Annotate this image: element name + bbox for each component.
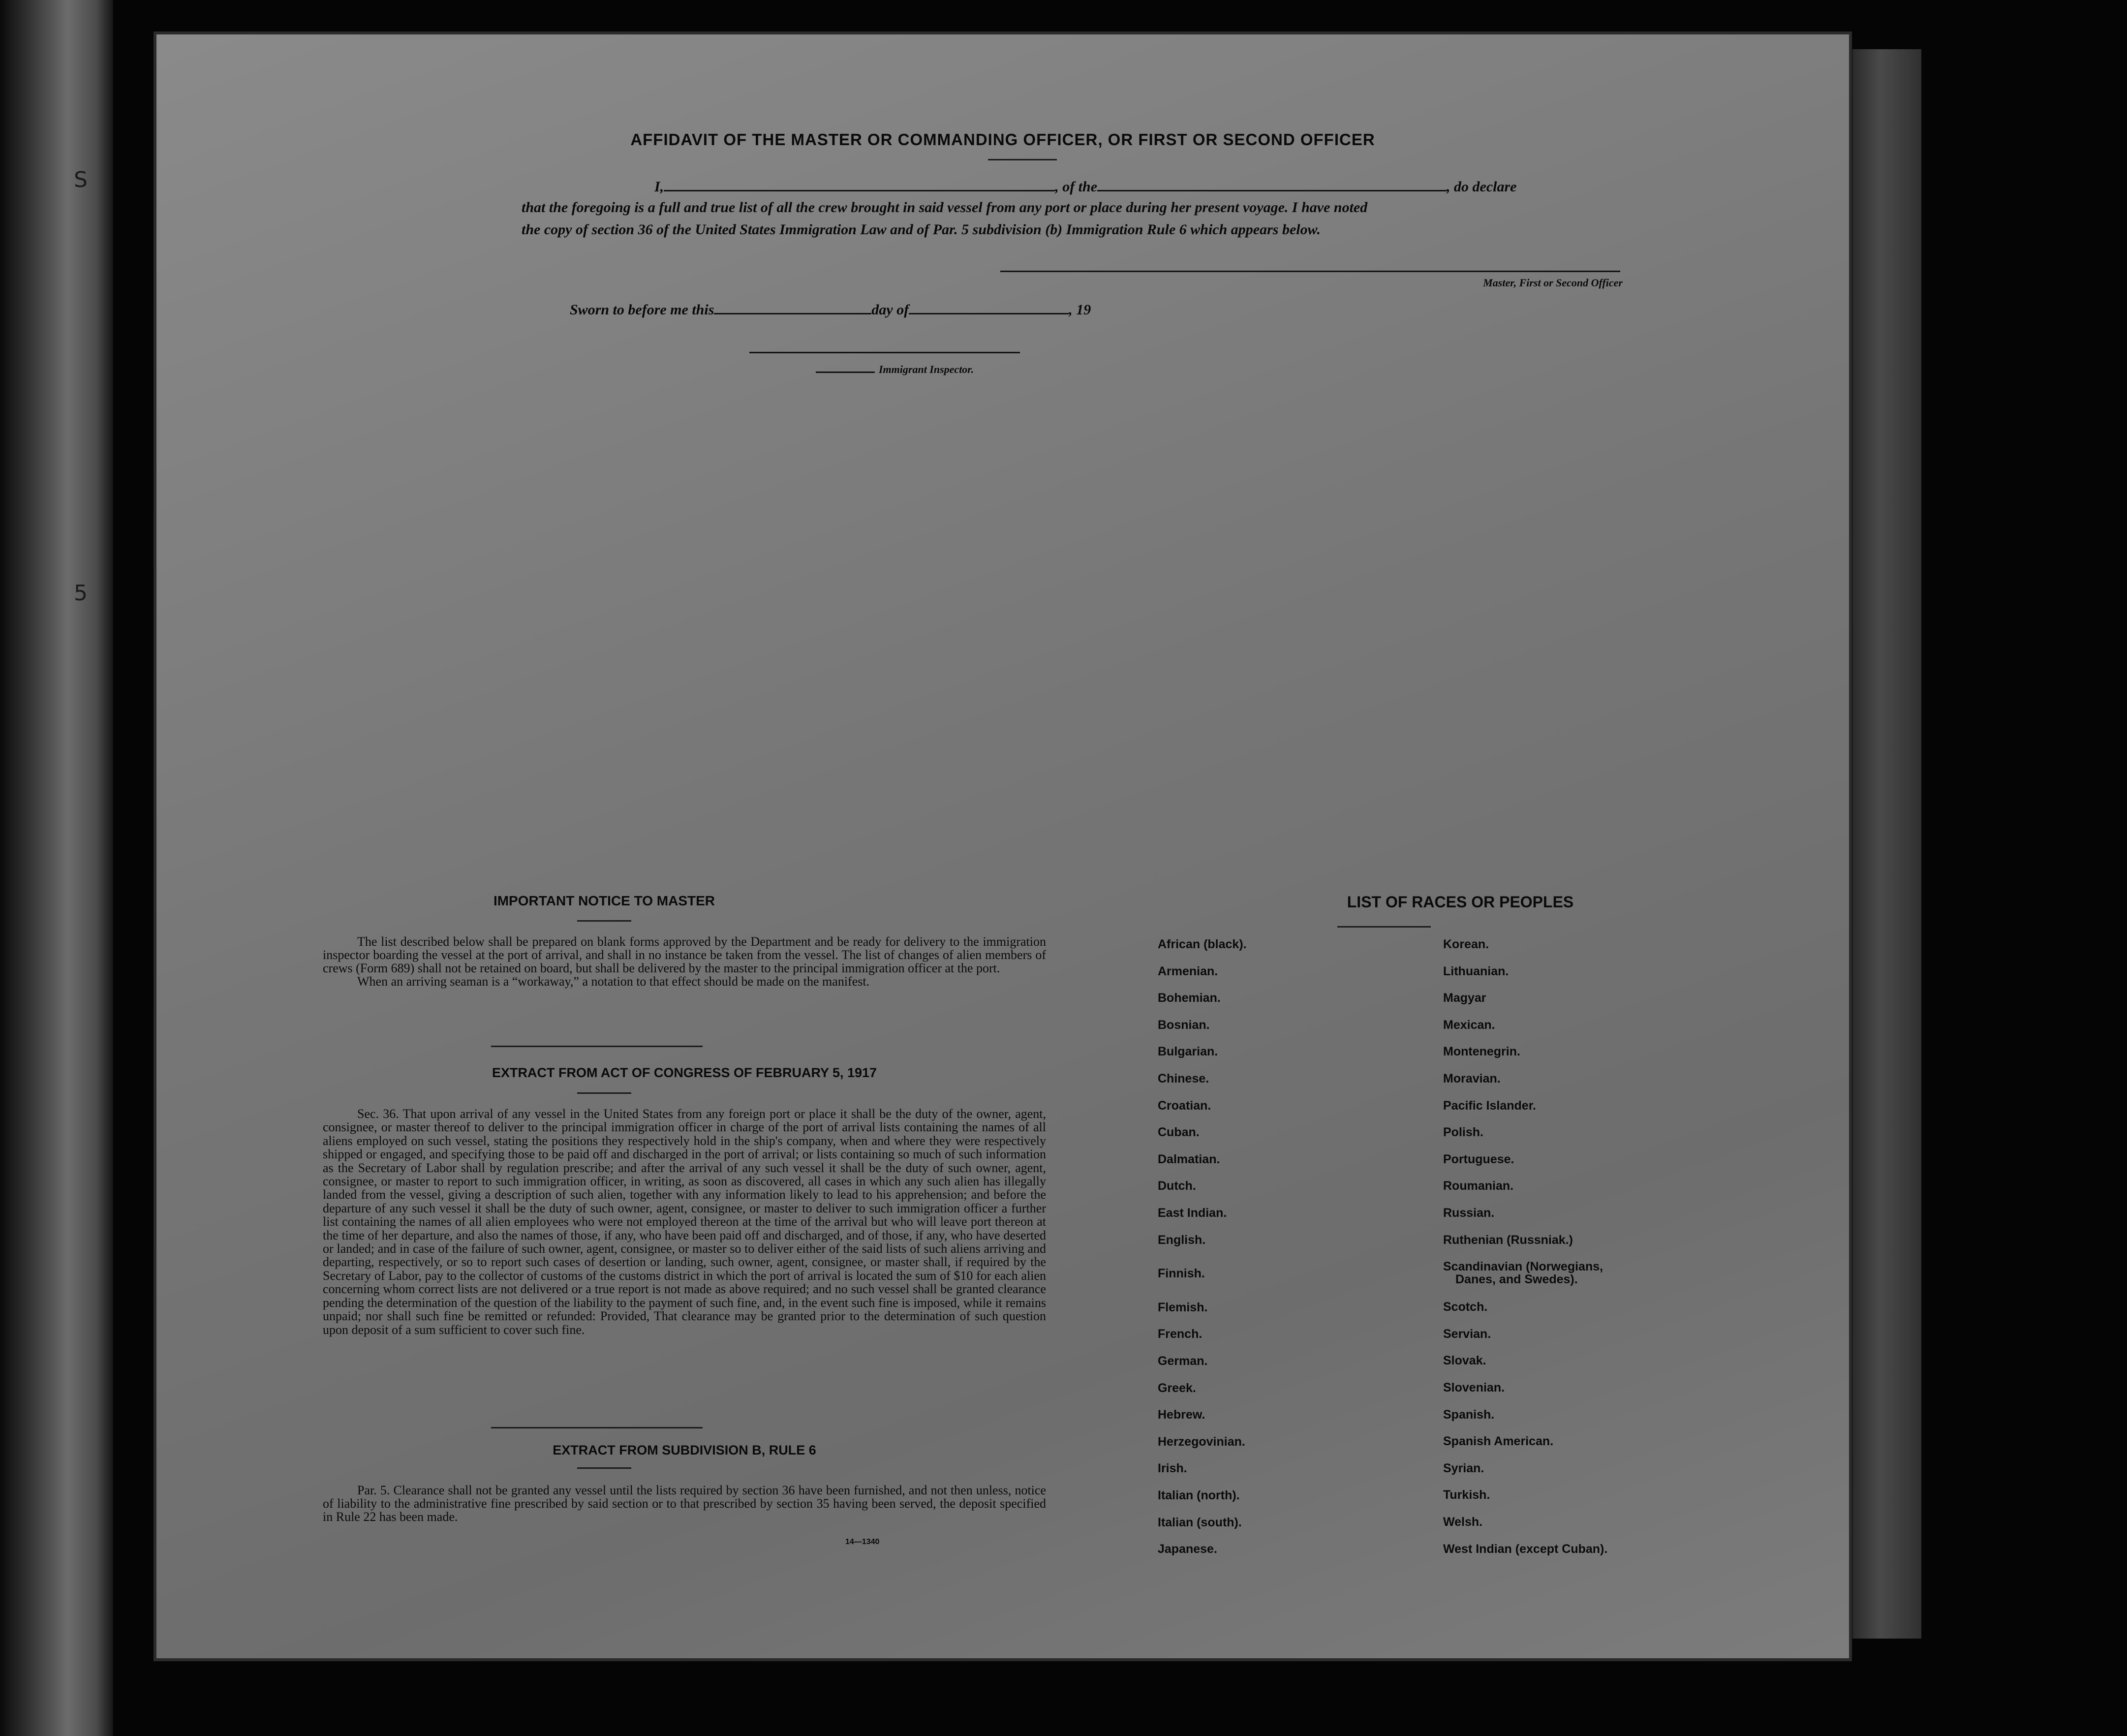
race-item: Irish. [1158, 1461, 1187, 1476]
declare-label: , do declare [1447, 179, 1517, 195]
declarant-name-field[interactable] [664, 177, 1055, 191]
rule-extract-body [323, 1484, 1046, 1523]
race-item: Hebrew. [1158, 1408, 1205, 1422]
notice-paragraph: The list described below shall be prepared on blank forms approved by the Department and be ready for delivery to the immigration inspector boarding the vessel at the port of arrival, and shall in no instance be taken from the vessel. The list of changes of alien members of crews (Form 689) shall not be retained on board, but shall be delivered by the master to the principal immigration officer at the port. [323, 934, 1046, 975]
race-item: Armenian. [1158, 964, 1218, 978]
race-item: Slovenian. [1443, 1381, 1505, 1395]
race-item: Scotch. [1443, 1300, 1488, 1314]
master-signature-label: Master, First or Second Officer [1483, 277, 1623, 289]
race-item: French. [1158, 1327, 1202, 1341]
master-signature-field[interactable] [1000, 271, 1620, 272]
affidavit-line-1 [654, 177, 1629, 195]
race-item: Japanese. [1158, 1542, 1217, 1556]
race-item: Russian. [1443, 1206, 1495, 1220]
section-36-text: Sec. 36. That upon arrival of any vessel in the United States from any foreign port or place it shall be the duty of the owner, agent, consignee, or master thereof to deliver to the principal immigration officer in charge of the port of arrival lists containing the names of all aliens employed on such vessel, stating the positions they respectively hold in the ship's company, when and where they were respectively shipped or engaged, and specifying those to be paid off and discharged in the port of arrival; or lists containing so much of such information as the Secretary of Labor shall by regulation prescribe; and after the arrival of any such vessel it shall be the duty of such owner, agent, consignee, or master to report to such immigration officer, in writing, as soon as discovered, all cases in which any such alien has illegally landed from the vessel, giving a description of such alien, together with any information likely to lead to his apprehension; and before the departure of any such vessel it shall be the duty of such owner, agent, consignee, or master to deliver to such immigration officer a further list containing the names of all alien employees who were not employed thereon at the time of the arrival but who will leave port thereon at the time of her departure, and also the names of those, if any, who have been paid off and discharged, and of those, if any, who have deserted or landed; and in case of the failure of such owner, agent, consignee, or master so to deliver either of the said lists of such aliens arriving and departing, respectively, or so to report such cases of desertion or landing, such owner, agent, consignee, or master shall, if required by the Secretary of Labor, pay to the collector of customs of the customs district in which the port of arrival is located the sum of $10 for each alien concerning whom correct lists are not delivered or a true report is not made as above required; and no such vessel shall be granted clearance pending the determination of the question of the liability to the payment of such fine, and, in the event such fine is imposed, while it remains unpaid; nor shall such fine be remitted or refunded: Provided, That clearance may be granted prior to the determination of such question upon deposit of a sum sufficient to cover such fine. [323, 1107, 1046, 1337]
race-item: Portuguese. [1443, 1152, 1514, 1166]
race-item: Moravian. [1443, 1072, 1501, 1085]
divider [577, 1092, 631, 1094]
divider [491, 1427, 703, 1428]
edge-mark: S [74, 167, 88, 192]
race-item: Mexican. [1443, 1018, 1495, 1032]
race-item: Italian (south). [1158, 1515, 1242, 1529]
race-item: Spanish. [1443, 1407, 1495, 1422]
affidavit-title: AFFIDAVIT OF THE MASTER OR COMMANDING OFFICER, OR FIRST OR SECOND OFFICER [630, 130, 1375, 149]
divider [491, 1046, 703, 1047]
race-item: Danes, and Swedes). [1455, 1272, 1578, 1287]
race-item: Greek. [1158, 1381, 1196, 1395]
races-title: LIST OF RACES OR PEOPLES [1347, 893, 1574, 911]
notice-paragraph: When an arriving seaman is a “workaway,” a notation to that effect should be made on the manifest. [357, 974, 870, 989]
race-item: Spanish American. [1443, 1434, 1554, 1449]
race-item: Pacific Islander. [1443, 1098, 1536, 1113]
race-item: Korean. [1443, 937, 1489, 951]
sworn-month-field[interactable] [909, 300, 1069, 314]
race-item: Scandinavian (Norwegians, [1443, 1260, 1603, 1274]
sworn-label: Sworn to before me this [570, 302, 714, 318]
par-5-text: Par. 5. Clearance shall not be granted any vessel until the lists required by section 36 have been furnished, and not then unless, notice of liability to the administrative fine prescribed by said section or to that prescribed by section 35 having been served, the deposit specified in Rule 22 has been made. [323, 1483, 1046, 1524]
race-item: Italian (north). [1158, 1488, 1240, 1502]
notice-body [323, 935, 1046, 988]
vessel-name-field[interactable] [1097, 177, 1447, 191]
race-item: Cuban. [1158, 1125, 1200, 1140]
race-item: Lithuanian. [1443, 964, 1509, 978]
edge-mark: 5 [74, 581, 88, 606]
race-item: Welsh. [1443, 1515, 1483, 1529]
race-item: Flemish. [1158, 1300, 1208, 1314]
declarant-label: I, [654, 179, 664, 195]
race-item: Polish. [1443, 1125, 1483, 1140]
inspector-signature-field[interactable] [749, 352, 1020, 353]
race-item: Servian. [1443, 1327, 1491, 1341]
rule-extract-title: EXTRACT FROM SUBDIVISION B, RULE 6 [553, 1443, 816, 1457]
race-item: African (black). [1158, 937, 1247, 951]
race-item: Croatian. [1158, 1098, 1211, 1113]
affidavit-line-2: that the foregoing is a full and true list of all the crew brought in said vessel from any port or place during her present voyage. I have noted [522, 199, 1368, 216]
divider [577, 1467, 631, 1469]
race-item: Bulgarian. [1158, 1045, 1218, 1059]
race-item: Slovak. [1443, 1354, 1486, 1368]
notice-title: IMPORTANT NOTICE TO MASTER [493, 893, 715, 908]
race-item: English. [1158, 1233, 1206, 1247]
congress-extract-body [323, 1107, 1046, 1336]
race-item: East Indian. [1158, 1206, 1227, 1220]
year-label: , 19 [1069, 302, 1091, 318]
race-item: Ruthenian (Russniak.) [1443, 1233, 1573, 1247]
binder-rail [1852, 49, 1921, 1639]
sworn-line [570, 300, 1357, 318]
form-number: 14—1340 [845, 1538, 880, 1546]
left-page-edge [0, 0, 113, 1736]
race-item: Dutch. [1158, 1179, 1196, 1193]
race-item: Dalmatian. [1158, 1152, 1220, 1166]
race-item: Montenegrin. [1443, 1045, 1520, 1059]
divider [988, 159, 1057, 160]
race-item: Herzegovinian. [1158, 1434, 1245, 1449]
divider [816, 372, 875, 373]
race-item: Chinese. [1158, 1072, 1209, 1085]
race-item: Bohemian. [1158, 991, 1221, 1005]
race-item: West Indian (except Cuban). [1443, 1542, 1608, 1556]
manifest-page [156, 34, 1849, 1658]
race-item: Finnish. [1158, 1267, 1205, 1281]
vessel-label: , of the [1055, 179, 1098, 195]
sworn-day-field[interactable] [714, 300, 871, 314]
race-item: German. [1158, 1354, 1208, 1368]
inspector-label: Immigrant Inspector. [879, 363, 974, 375]
race-item: Syrian. [1443, 1461, 1484, 1475]
divider [577, 920, 631, 922]
congress-extract-title: EXTRACT FROM ACT OF CONGRESS OF FEBRUARY 5, 1917 [492, 1065, 877, 1080]
race-item: Bosnian. [1158, 1018, 1210, 1032]
race-item: Roumanian. [1443, 1179, 1514, 1193]
race-item: Turkish. [1443, 1488, 1490, 1502]
divider [1337, 926, 1431, 928]
day-of-label: day of [871, 302, 909, 318]
affidavit-line-3: the copy of section 36 of the United States Immigration Law and of Par. 5 subdivision (b) Immigration Rule 6 which appears below. [522, 221, 1321, 238]
race-item: Magyar [1443, 991, 1486, 1005]
